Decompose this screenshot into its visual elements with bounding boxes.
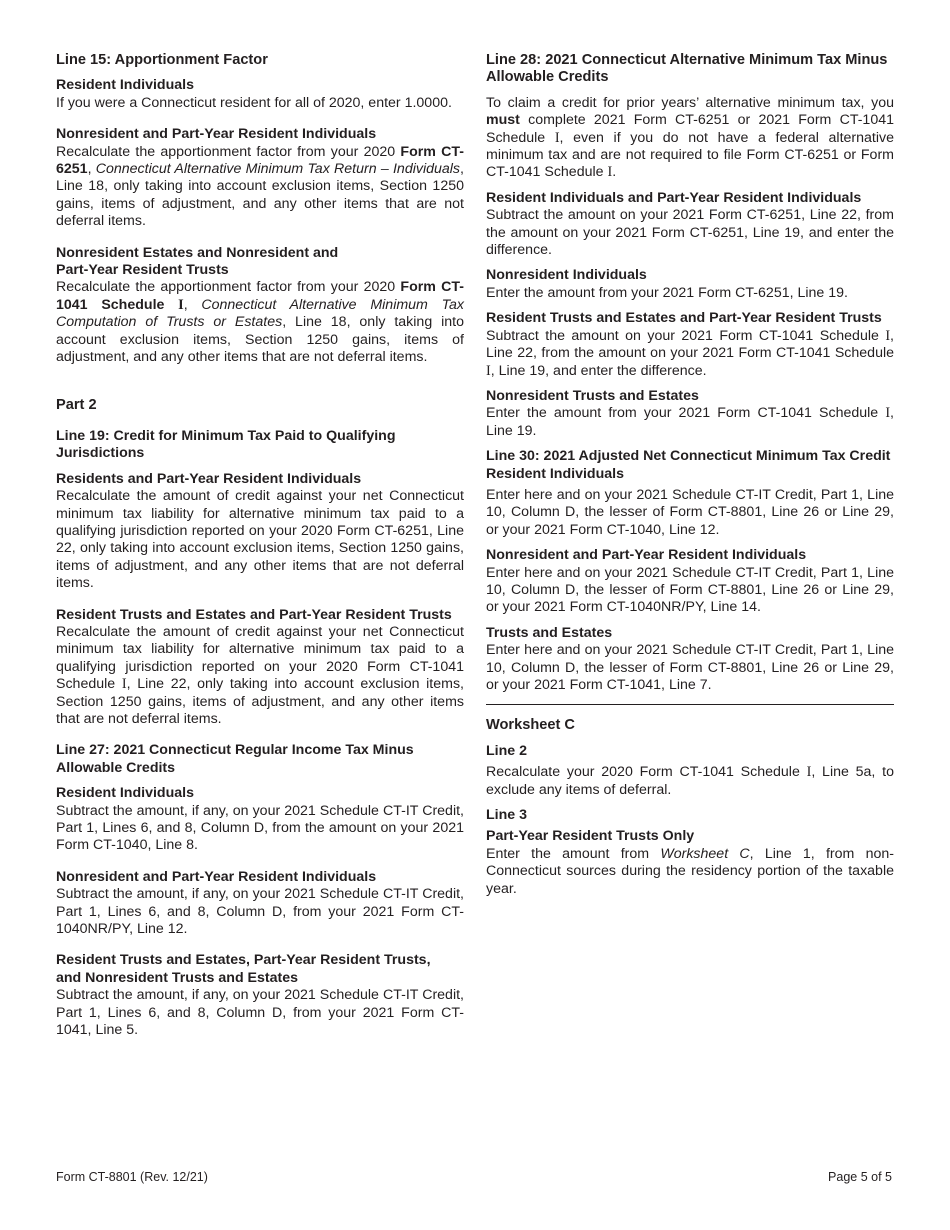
line15-title: Line 15: Apportionment Factor: [56, 52, 268, 68]
worksheet-c-line2-heading: Line 2: [486, 742, 527, 759]
line28-trusts-text: Subtract the amount on your 2021 Form CT-1041 Schedule I, Line 22, from the amount on your 2021 Form CT-1041 Schedule I, Line 19, and enter the difference.: [486, 327, 894, 379]
line28-intro-text: To claim a credit for prior years’ alternative minimum tax, you must complete 2021 Form CT-6251 or 2021 Form CT-1041 Schedule I, even if you do not have a federal alternative minimum tax and are not required to file Form CT-6251 or Form CT-1041 Schedule I.: [486, 94, 894, 181]
line15-nonresident-text: Recalculate the apportionment factor from your 2020 Form CT-6251, Connecticut Alternative Minimum Tax Return – Individuals, Line 18, only taking into account exclusion items, Section 1250 gains, items of adjustment, and any other items that are not deferral items.: [56, 143, 465, 230]
line15-resident-text: If you were a Connecticut resident for all of 2020, enter 1.0000.: [56, 94, 452, 111]
line15-nonresident-heading: Nonresident and Part-Year Resident Individuals: [56, 126, 377, 143]
line28-nonresident-text: Enter the amount from your 2021 Form CT-6251, Line 19.: [486, 284, 848, 301]
line28-nonresident-trusts-heading: Nonresident Trusts and Estates: [486, 387, 699, 404]
line28-trusts-heading: Resident Trusts and Estates and Part-Year Resident Trusts: [486, 310, 882, 327]
worksheet-c-title: Worksheet C: [486, 717, 575, 734]
line27-resident-text: Subtract the amount, if any, on your 2021 Schedule CT-IT Credit, Part 1, Lines 6, and 8, Column D, from the amount on your 2021 Form CT-1040, Line 8.: [56, 802, 464, 854]
line27-nonresident-text: Subtract the amount, if any, on your 2021 Schedule CT-IT Credit, Part 1, Lines 6, and 8, Column D, from your 2021 Form CT-1040NR/PY, Line 12.: [56, 886, 464, 938]
line28-nonresident-trusts-text: Enter the amount from your 2021 Form CT-1041 Schedule I, Line 19.: [486, 405, 894, 439]
line19-trusts-heading: Resident Trusts and Estates and Part-Year Resident Trusts: [56, 606, 452, 623]
worksheet-c-line3-heading: Line 3: [486, 807, 527, 824]
line19-resident-text: Recalculate the amount of credit against your net Connecticut minimum tax liability for alternative minimum tax paid to a qualifying jurisdiction reported on your 2020 Form CT-6251, Line 22, only taking into account exclusion items, Section 1250 gains, items of adjustment, and any other items that are not deferral items.: [56, 488, 464, 592]
section-divider: [486, 704, 894, 705]
line15-estates-text: Recalculate the apportionment factor from your 2020 Form CT-1041 Schedule I, Connecticut Alternative Minimum Tax Computation of Trusts or Estates, Line 18, only taking into account exclusion items, Section 1250 gains, items of adjustment, and any other items that are not deferral items.: [56, 279, 465, 366]
line27-title: Line 27: 2021 Connecticut Regular Income Tax Minus Allowable Credits: [56, 742, 414, 776]
line19-title: Line 19: Credit for Minimum Tax Paid to Qualifying Jurisdictions: [56, 427, 396, 462]
line30-nonresident-heading: Nonresident and Part-Year Resident Individuals: [486, 547, 807, 564]
part2-heading: Part 2: [56, 396, 97, 413]
line19-trusts-text: Recalculate the amount of credit against your net Connecticut minimum tax liability for alternative minimum tax paid to a qualifying jurisdiction reported on your 2020 Form CT-1041 Schedule I, Line 22, only taking into account exclusion items, Section 1250 gains, items of adjustment, and any other items that are not deferral items.: [56, 623, 464, 727]
line28-resident-text: Subtract the amount on your 2021 Form CT-6251, Line 22, from the amount on your 2021 Form CT-6251, Line 19, and enter the difference.: [486, 207, 894, 259]
line27-trusts-heading: Resident Trusts and Estates, Part-Year Resident Trusts, and Nonresident Trusts and Estates: [56, 952, 431, 986]
line27-trusts-text: Subtract the amount, if any, on your 2021 Schedule CT-IT Credit, Part 1, Lines 6, and 8, Column D, from your 2021 Form CT-1041, Line 5.: [56, 987, 464, 1039]
line28-title: Line 28: 2021 Connecticut Alternative Minimum Tax Minus Allowable Credits: [486, 52, 888, 86]
line28-nonresident-heading: Nonresident Individuals: [486, 267, 647, 284]
line30-nonresident-text: Enter here and on your 2021 Schedule CT-IT Credit, Part 1, Line 10, Column D, the lesser of Form CT-8801, Line 26 or Line 29, or your 2021 Form CT-1040NR/PY, Line 14.: [486, 564, 894, 616]
line19-resident-heading: Residents and Part-Year Resident Individuals: [56, 470, 362, 487]
line30-trusts-heading: Trusts and Estates: [486, 624, 613, 641]
worksheet-c-line3-subheading: Part-Year Resident Trusts Only: [486, 828, 695, 845]
line15-estates-heading: Nonresident Estates and Nonresident and Part-Year Resident Trusts: [56, 244, 339, 279]
form-id-footer: Form CT-8801 (Rev. 12/21): [56, 1170, 208, 1184]
worksheet-c-line3-text: Enter the amount from Worksheet C, Line 1, from non-Connecticut sources during the residency portion of the taxable year.: [486, 845, 894, 897]
line30-trusts-text: Enter here and on your 2021 Schedule CT-IT Credit, Part 1, Line 10, Column D, the lesser of Form CT-8801, Line 26 or Line 29, or your 2021 Form CT-1041, Line 7.: [486, 642, 894, 693]
line27-nonresident-heading: Nonresident and Part-Year Resident Individuals: [56, 868, 377, 885]
right-column: [486, 52, 894, 898]
line15-resident-heading: Resident Individuals: [56, 77, 194, 94]
line30-resident-text: Enter here and on your 2021 Schedule CT-IT Credit, Part 1, Line 10, Column D, the lesser of Form CT-8801, Line 26 or Line 29, or your 2021 Form CT-1040, Line 12.: [486, 486, 894, 538]
worksheet-c-line2-text: Recalculate your 2020 Form CT-1041 Schedule I, Line 5a, to exclude any items of deferral.: [486, 764, 894, 798]
line30-title: Line 30: 2021 Adjusted Net Connecticut Minimum Tax Credit Resident Individuals: [486, 448, 891, 482]
line27-resident-heading: Resident Individuals: [56, 785, 194, 802]
line28-resident-heading: Resident Individuals and Part-Year Resident Individuals: [486, 189, 862, 206]
page-number-footer: Page 5 of 5: [828, 1170, 892, 1184]
left-column: [56, 52, 464, 1040]
